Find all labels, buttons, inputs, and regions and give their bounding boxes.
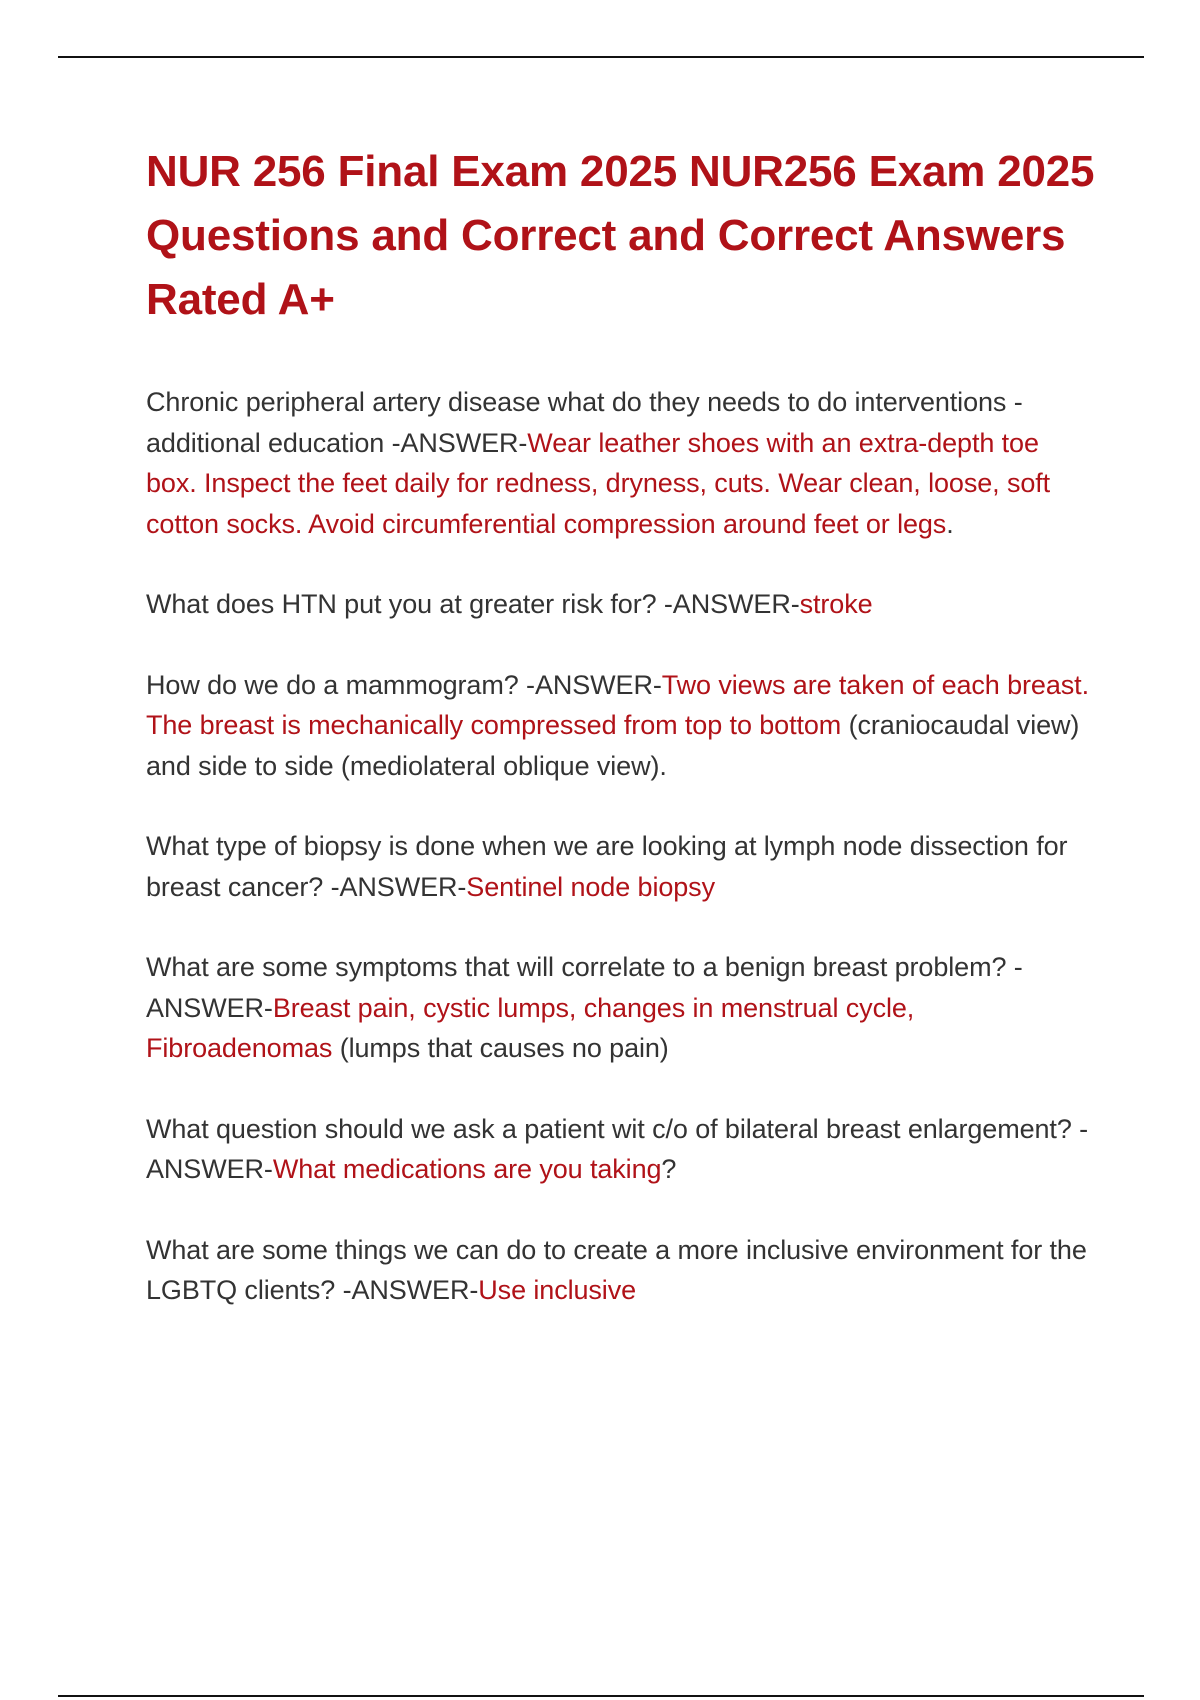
qa-item [146, 665, 1096, 787]
document-title: NUR 256 Final Exam 2025 NUR256 Exam 2025 Questions and Correct and Correct Answers Rated A+ [146, 147, 1095, 324]
question-text: . [946, 508, 954, 539]
qa-item [146, 1230, 1096, 1311]
question-text: Chronic peripheral artery disease what do they needs to do interventions - additional education -ANSWER- [146, 387, 1023, 458]
qa-item [146, 1109, 1096, 1190]
answer-text: stroke [799, 589, 873, 619]
answer-text: Use inclusive [478, 1275, 637, 1305]
question-text: How do we do a mammogram? -ANSWER- [146, 669, 662, 700]
qa-list [146, 382, 1096, 1311]
question-text: What are some symptoms that will correlate to a benign breast problem? -ANSWER- [146, 952, 1023, 1023]
answer-text: Wear leather shoes with an extra-depth toe box. Inspect the feet daily for redness, dryness, cuts. Wear clean, loose, soft cotton socks. Avoid circumferential compression around feet or legs [146, 427, 1051, 539]
question-text: What question should we ask a patient wit c/o of bilateral breast enlargement? -ANSWER- [146, 1113, 1089, 1184]
qa-item [146, 584, 1096, 625]
bottom-rule [58, 1695, 1144, 1697]
question-text: ? [661, 1154, 677, 1184]
qa-item [146, 382, 1096, 544]
answer-text: Sentinel node biopsy [466, 871, 715, 902]
question-text: What does HTN put you at greater risk for? -ANSWER- [146, 589, 800, 619]
qa-item [146, 826, 1096, 907]
top-rule [58, 56, 1144, 58]
question-text: What are some things we can do to create a more inclusive environment for the LGBTQ clients? -ANSWER- [146, 1234, 1087, 1305]
qa-item [146, 947, 1096, 1069]
answer-text: What medications are you taking [272, 1154, 662, 1184]
document-body [146, 140, 1096, 1351]
answer-text: Two views are taken of each breast. The breast is mechanically compressed from top to bottom [146, 669, 1089, 740]
question-text: What type of biopsy is done when we are looking at lymph node dissection for breast cancer? -ANSWER- [146, 831, 1068, 902]
question-text: (lumps that causes no pain) [332, 1033, 669, 1063]
question-text: (craniocaudal view) and side to side (mediolateral oblique view). [146, 710, 1080, 781]
answer-text: Breast pain, cystic lumps, changes in menstrual cycle, Fibroadenomas [146, 992, 915, 1063]
